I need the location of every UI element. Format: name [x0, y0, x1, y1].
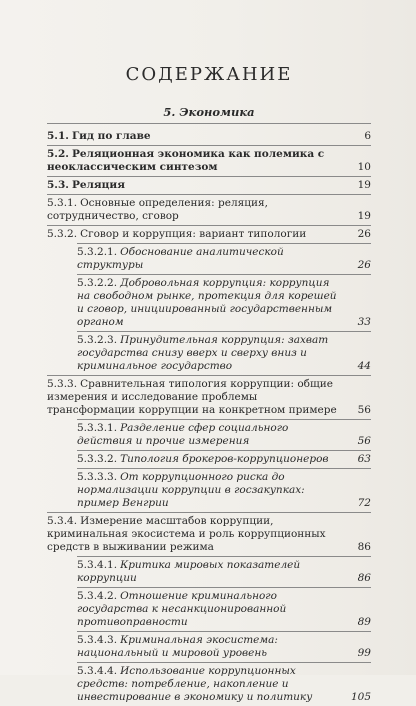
page-number: 63 — [357, 453, 371, 465]
page-number: 56 — [357, 435, 371, 447]
page-number: 105 — [350, 691, 371, 703]
toc-entry: 5.3.2. Сговор и коррупция: вариант типологии 26 — [47, 228, 371, 240]
toc-entry: 5.3.4.1. Критика мировых показателей коррупции 86 — [77, 559, 371, 584]
toc-entry: 5.3.2.1. Обоснование аналитической структуры 26 — [77, 246, 371, 271]
toc-entry: 5.3.4.2. Отношение криминального государства к несанкционированной противоправности 89 — [77, 590, 371, 628]
page-number: 26 — [357, 259, 371, 271]
page-number: 33 — [357, 316, 371, 328]
page-number: 99 — [357, 647, 371, 659]
page-number: 6 — [364, 130, 371, 142]
toc-entry: 5.3.3.3. От коррупционного риска до нормализации коррупции в госзакупках: пример Венгрии 72 — [77, 471, 371, 509]
toc-entry: 5.3.4.4. Использование коррупционных средств: потребление, накопление и инвестирование в экономику и политику 105 — [77, 665, 371, 703]
toc-entry: 5.3.4.3. Криминальная экосистема: национальный и мировой уровень 99 — [77, 634, 371, 659]
toc-entry: 5.3. Реляция 19 — [47, 179, 371, 191]
toc-entry: 5.3.3. Сравнительная типология коррупции: общие измерения и исследование проблемы трансформации коррупции на конкретном примере 56 — [47, 378, 371, 416]
page-number: 56 — [357, 404, 371, 416]
toc-entry: 5.3.3.2. Типология брокеров-коррупционеров 63 — [77, 453, 371, 465]
page-number: 26 — [357, 228, 371, 240]
chapter-title: 5. Экономика — [47, 105, 371, 124]
page-number: 86 — [357, 541, 371, 553]
toc-entry: 5.3.4. Измерение масштабов коррупции, криминальная экосистема и роль коррупционных средств в выживании режима 86 — [47, 515, 371, 553]
page-number: 44 — [357, 360, 371, 372]
page-number: 19 — [357, 210, 371, 222]
page-number: 89 — [357, 616, 371, 628]
page-number: 10 — [357, 161, 371, 173]
page-number: 19 — [357, 179, 371, 191]
page-number: 72 — [357, 497, 371, 509]
toc-entry: 5.3.2.3. Принудительная коррупция: захват государства снизу вверх и сверху вниз и криминальное государство 44 — [77, 334, 371, 372]
page-number: 86 — [357, 572, 371, 584]
toc-entry: 5.3.2.2. Добровольная коррупция: коррупция на свободном рынке, протекция для корешей и сговор, инициированный государственным органом 33 — [77, 277, 371, 328]
toc-entry: 5.3.3.1. Разделение сфер социального действия и прочие измерения 56 — [77, 422, 371, 447]
table-of-contents — [47, 64, 371, 706]
toc-heading: СОДЕРЖАНИЕ — [125, 64, 293, 85]
toc-entry: 5.3.1. Основные определения: реляция, сотрудничество, сговор 19 — [47, 197, 371, 222]
toc-entry: 5.2. Реляционная экономика как полемика с неоклассическим синтезом 10 — [47, 148, 371, 173]
toc-entry: 5.1. Гид по главе 6 — [47, 130, 371, 142]
